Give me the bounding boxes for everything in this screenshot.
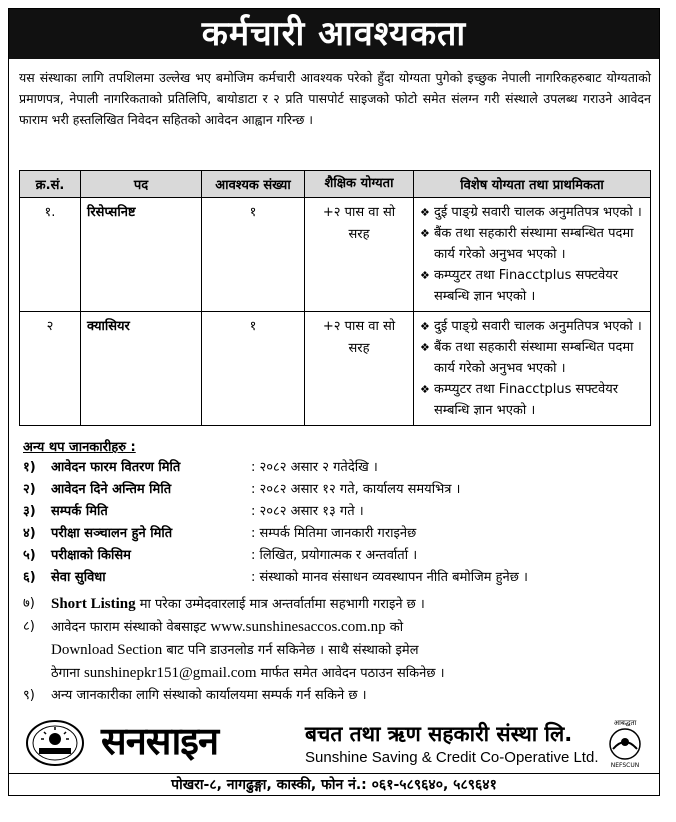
table-row <box>20 198 651 312</box>
diamond-bullet-icon: ❖ <box>420 227 430 240</box>
row-count: १ <box>202 198 305 312</box>
row-education: +२ पास वा सो सरह <box>305 198 414 312</box>
intro-paragraph: यस संस्थाका लागि तपशिलमा उल्लेख भए बमोजिम कर्मचारी आवश्यक परेको हुँदा योग्यता पुगेको इच्छुक नेपाली नागरिकहरुबाट योग्यताको प्रमाणपत्र, नेपाली नागरिकताको प्रतिलिपि, बायोडाटा र २ प्रति पासपोर्ट साइजको फोटो समेत संलग्न गरी संस्थाले उपलब्ध गराउने आवेदन फाराम भरी हस्तलिखित निवेदन सहितको आवेदन आह्वान गरिन्छ । <box>19 70 651 127</box>
diamond-bullet-icon: ❖ <box>420 383 430 396</box>
notes-list <box>23 593 653 707</box>
cooperative-logo-icon <box>25 719 85 767</box>
diamond-bullet-icon: ❖ <box>420 341 430 354</box>
vacancy-table <box>19 170 651 426</box>
row-count: १ <box>202 312 305 426</box>
affiliation-seal-icon <box>601 717 649 769</box>
row-sn: २ <box>20 312 81 426</box>
email-link[interactable]: sunshinepkr151@gmail.com <box>83 665 257 681</box>
row-special <box>414 198 651 312</box>
short-listing-term: Short Listing <box>51 596 136 612</box>
table-header-row <box>20 171 651 198</box>
header-sn: क्र.सं. <box>20 171 81 198</box>
extra-info-heading: अन्य थप जानकारीहरु : <box>23 440 136 455</box>
row-special <box>414 312 651 426</box>
notice-frame <box>8 8 660 796</box>
table-row <box>20 312 651 426</box>
row-post: क्यासियर <box>81 312 202 426</box>
row-sn: १. <box>20 198 81 312</box>
svg-text:NEFSCUN: NEFSCUN <box>610 762 640 769</box>
extra-info-list <box>23 457 653 589</box>
header-count: आवश्यक संख्या <box>202 171 305 198</box>
bullet-item: ❖ कम्प्युटर तथा Finacctplus सफ्टवेयर सम्बन्धि ज्ञान भएको । <box>420 265 644 307</box>
notice-title: कर्मचारी आवश्यकता <box>9 9 659 59</box>
brand-english-name: Sunshine Saving & Credit Co-Operative Ltd. <box>305 749 599 766</box>
bullet-item: ❖ दुई पाङ्ग्रे सवारी चालक अनुमतिपत्र भएको । <box>420 316 644 337</box>
list-item: २) आवेदन दिने अन्तिम मिति : २०८२ असार १२ गते, कार्यालय समयभित्र । <box>23 482 461 497</box>
website-link[interactable]: www.sunshinesaccos.com.np <box>210 619 386 635</box>
list-item: ३) सम्पर्क मिति : २०८२ असार १३ गते । <box>23 504 364 519</box>
footer-banner <box>9 715 659 771</box>
list-item: ६) सेवा सुविधा : संस्थाको मानव संसाधन व्यवस्थापन नीति बमोजिम हुनेछ । <box>23 570 528 585</box>
bullet-item: ❖ बैंक तथा सहकारी संस्थामा सम्बन्धित पदमा कार्य गरेको अनुभव भएको । <box>420 337 644 379</box>
header-education: शैक्षिक योग्यता <box>305 171 414 198</box>
diamond-bullet-icon: ❖ <box>420 206 430 219</box>
bullet-item: ❖ दुई पाङ्ग्रे सवारी चालक अनुमतिपत्र भएको । <box>420 202 644 223</box>
header-special: विशेष योग्यता तथा प्राथमिकता <box>414 171 651 198</box>
list-item: ४) परीक्षा सञ्चालन हुने मिति : सम्पर्क मितिमा जानकारी गराइनेछ <box>23 526 417 541</box>
note-item: ८) आवेदन फाराम संस्थाको वेबसाइट www.sunshinesaccos.com.np को Download Section बाट पनि डाउनलोड गर्न सकिनेछ । साथै संस्थाको इमेल ठेगाना sunshinepkr151@gmail.com मार्फत समेत आवेदन पठाउन सकिनेछ । <box>23 619 445 681</box>
brand-name: सनसाइन <box>101 719 219 763</box>
bullet-item: ❖ बैंक तथा सहकारी संस्थामा सम्बन्धित पदमा कार्य गरेको अनुभव भएको । <box>420 223 644 265</box>
row-education: +२ पास वा सो सरह <box>305 312 414 426</box>
download-section-text: Download Section <box>51 642 163 658</box>
row-post: रिसेप्सनिष्ट <box>81 198 202 312</box>
note-item: ७) Short Listing मा परेका उम्मेदवारलाई मात्र अन्तर्वार्तामा सहभागी गराइने छ । <box>23 596 425 612</box>
address-bar: पोखरा-८, नागढुङ्गा, कास्की, फोन नं.: ०६१-५८९६४०, ५८९६४१ <box>9 773 659 796</box>
diamond-bullet-icon: ❖ <box>420 320 430 333</box>
svg-text:आबद्धता: आबद्धता <box>613 719 637 727</box>
diamond-bullet-icon: ❖ <box>420 269 430 282</box>
header-post: पद <box>81 171 202 198</box>
brand-subtitle: बचत तथा ऋण सहकारी संस्था लि. <box>305 722 573 746</box>
bullet-item: ❖ कम्प्युटर तथा Finacctplus सफ्टवेयर सम्बन्धि ज्ञान भएको । <box>420 379 644 421</box>
note-item: ९) अन्य जानकारीका लागि संस्थाको कार्यालयमा सम्पर्क गर्न सकिने छ । <box>23 688 367 703</box>
list-item: १) आवेदन फारम वितरण मिति : २०८२ असार २ गतेदेखि । <box>23 460 378 475</box>
list-item: ५) परीक्षाको किसिम : लिखित, प्रयोगात्मक र अन्तर्वार्ता । <box>23 548 418 563</box>
